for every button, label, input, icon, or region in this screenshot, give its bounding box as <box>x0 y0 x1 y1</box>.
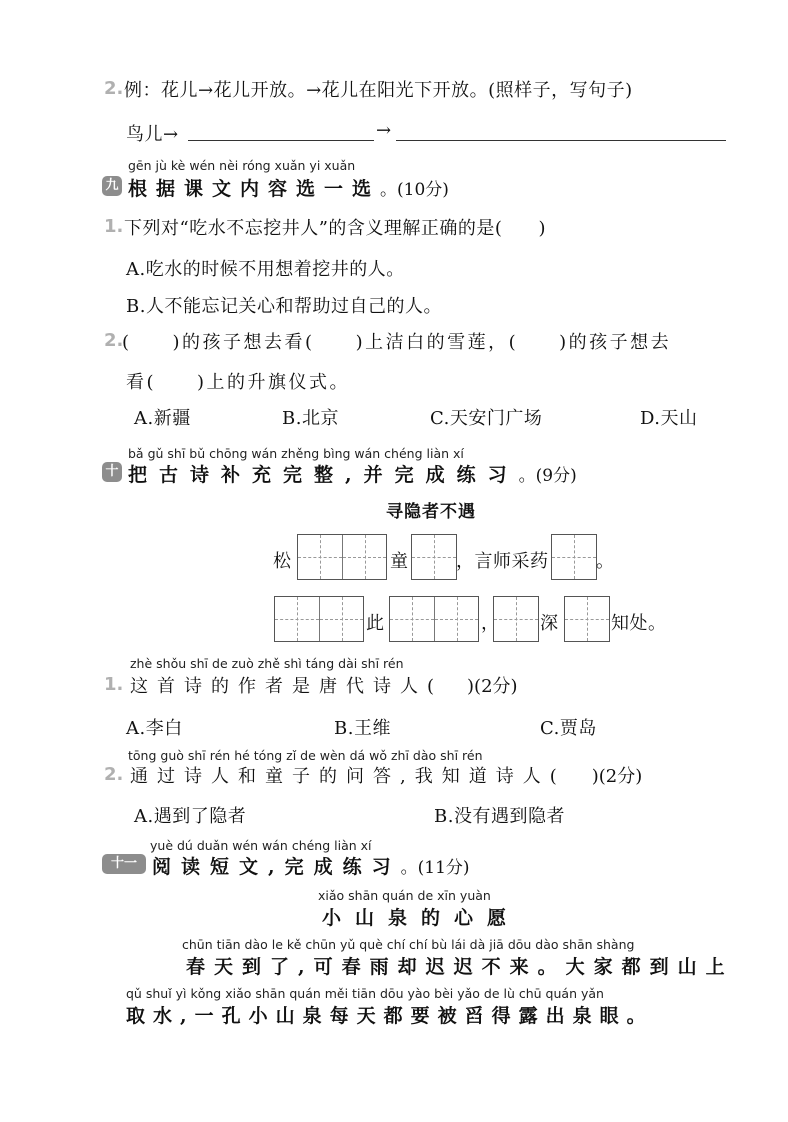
s10-q2-close: )(2分) <box>591 766 643 787</box>
s9-q1-prompt: 下列对“吃水不忘挖井人”的含义理解正确的是( <box>124 218 503 239</box>
option-a[interactable]: A.吃水的时候不用想着挖井的人。 <box>126 259 405 280</box>
poem-grid-6[interactable] <box>493 596 539 642</box>
question-number: 2. <box>104 330 124 351</box>
s10-q1-prompt: 这首诗的作者是唐代诗人( <box>130 676 444 697</box>
option-a[interactable]: A.李白 <box>126 718 183 739</box>
poem-char: 松 <box>273 551 292 572</box>
option-b[interactable]: B.王维 <box>334 718 391 739</box>
paragraph-line-1: 春天到了,可春雨却迟迟不来。大家都到山上 <box>186 956 734 978</box>
section11-badge: 十一 <box>102 854 146 874</box>
grid-cell[interactable] <box>412 535 456 579</box>
s10-q1-text <box>130 672 518 698</box>
poem-char: 此 <box>366 613 385 634</box>
option-c[interactable]: C.天安门广场 <box>430 408 543 429</box>
section10-score: 。(9分) <box>518 466 577 486</box>
example-sentence: 例：花儿→花儿开放。→花儿在阳光下开放。(照样子，写句子) <box>124 80 633 101</box>
option-a[interactable]: A.新疆 <box>134 408 191 429</box>
question-number: 1. <box>104 674 124 695</box>
story-title: 小山泉的心愿 <box>322 907 521 929</box>
section9-title: 根据课文内容选一选 <box>128 178 381 200</box>
section10-title: 把古诗补充完整,并完成练习 <box>128 464 519 486</box>
poem-grid-5[interactable] <box>389 596 479 642</box>
section11-title: 阅读短文,完成练习 <box>152 856 401 878</box>
grid-cell[interactable] <box>342 535 386 579</box>
grid-cell[interactable] <box>390 597 434 641</box>
section10-pinyin: bǎ gǔ shī bǔ chōng wán zhěng bìng wán chéng liàn xí <box>128 446 464 461</box>
grid-cell[interactable] <box>298 535 342 579</box>
poem-grid-3[interactable] <box>551 534 597 580</box>
poem-text: ，言师采药 <box>456 551 549 572</box>
poem-title: 寻隐者不遇 <box>386 502 476 522</box>
poem-grid-1[interactable] <box>297 534 387 580</box>
s9-q1-text <box>124 214 546 240</box>
question-number: 2. <box>104 78 124 99</box>
section9-score: 。(10分) <box>380 180 449 200</box>
answer-line-2[interactable] <box>396 140 726 141</box>
grid-cell[interactable] <box>319 597 363 641</box>
grid-cell[interactable] <box>434 597 478 641</box>
option-c[interactable]: C.贾岛 <box>540 718 597 739</box>
s10-q1-close: )(2分) <box>467 676 518 697</box>
story-title-pinyin: xiǎo shān quán de xīn yuàn <box>318 888 491 903</box>
section9-badge: 九 <box>102 176 122 196</box>
question-number: 1. <box>104 216 124 237</box>
option-a[interactable]: A.遇到了隐者 <box>134 806 247 827</box>
poem-char: 。 <box>596 551 615 572</box>
option-d[interactable]: D.天山 <box>640 408 698 429</box>
section9-heading <box>128 174 449 201</box>
poem-grid-7[interactable] <box>564 596 610 642</box>
section11-pinyin: yuè dú duǎn wén wán chéng liàn xí <box>150 838 372 853</box>
s10-q2-prompt: 通过诗人和童子的问答,我知道诗人( <box>130 766 566 787</box>
grid-cell[interactable] <box>275 597 319 641</box>
section11-score: 。(11分) <box>400 858 470 878</box>
poem-grid-2[interactable] <box>411 534 457 580</box>
option-b[interactable]: B.人不能忘记关心和帮助过自己的人。 <box>126 296 442 317</box>
poem-char: 童 <box>390 551 409 572</box>
section11-heading <box>152 852 470 879</box>
grid-cell[interactable] <box>494 597 538 641</box>
option-b[interactable]: B.北京 <box>282 408 339 429</box>
grid-cell[interactable] <box>565 597 609 641</box>
section10-heading <box>128 460 577 487</box>
s10-q2-text <box>130 762 642 788</box>
prompt-arrow: → <box>376 120 392 141</box>
s9-q1-close: ) <box>538 218 546 239</box>
section9-pinyin: gēn jù kè wén nèi róng xuǎn yi xuǎn <box>128 158 356 173</box>
s10-q1-pinyin: zhè shǒu shī de zuò zhě shì táng dài shī rén <box>130 656 404 671</box>
poem-char: 深 <box>540 613 559 634</box>
s10-q2-pinyin: tōng guò shī rén hé tóng zǐ de wèn dá wǒ zhī dào shī rén <box>128 748 483 763</box>
question-number: 2. <box>104 764 124 785</box>
section10-badge: 十 <box>102 462 122 482</box>
paragraph-line-2: 取水,一孔小山泉每天都要被舀得露出泉眼。 <box>126 1005 654 1027</box>
grid-cell[interactable] <box>552 535 596 579</box>
s9-q2-line2: 看( )上的升旗仪式。 <box>126 372 351 393</box>
s9-q2-line1: ( )的孩子想去看( )上洁白的雪莲，( )的孩子想去 <box>122 332 672 353</box>
poem-grid-4[interactable] <box>274 596 364 642</box>
paragraph-pinyin: qǔ shuǐ yì kǒng xiǎo shān quán měi tiān dōu yào bèi yǎo de lù chū quán yǎn <box>126 986 604 1001</box>
option-b[interactable]: B.没有遇到隐者 <box>434 806 565 827</box>
answer-line-1[interactable] <box>188 140 374 141</box>
paragraph-pinyin: chūn tiān dào le kě chūn yǔ què chí chí bù lái dà jiā dōu dào shān shàng <box>182 937 635 952</box>
poem-text: 知处。 <box>611 613 667 634</box>
prompt-bird: 鸟儿→ <box>126 124 179 145</box>
poem-char: ， <box>481 613 500 634</box>
